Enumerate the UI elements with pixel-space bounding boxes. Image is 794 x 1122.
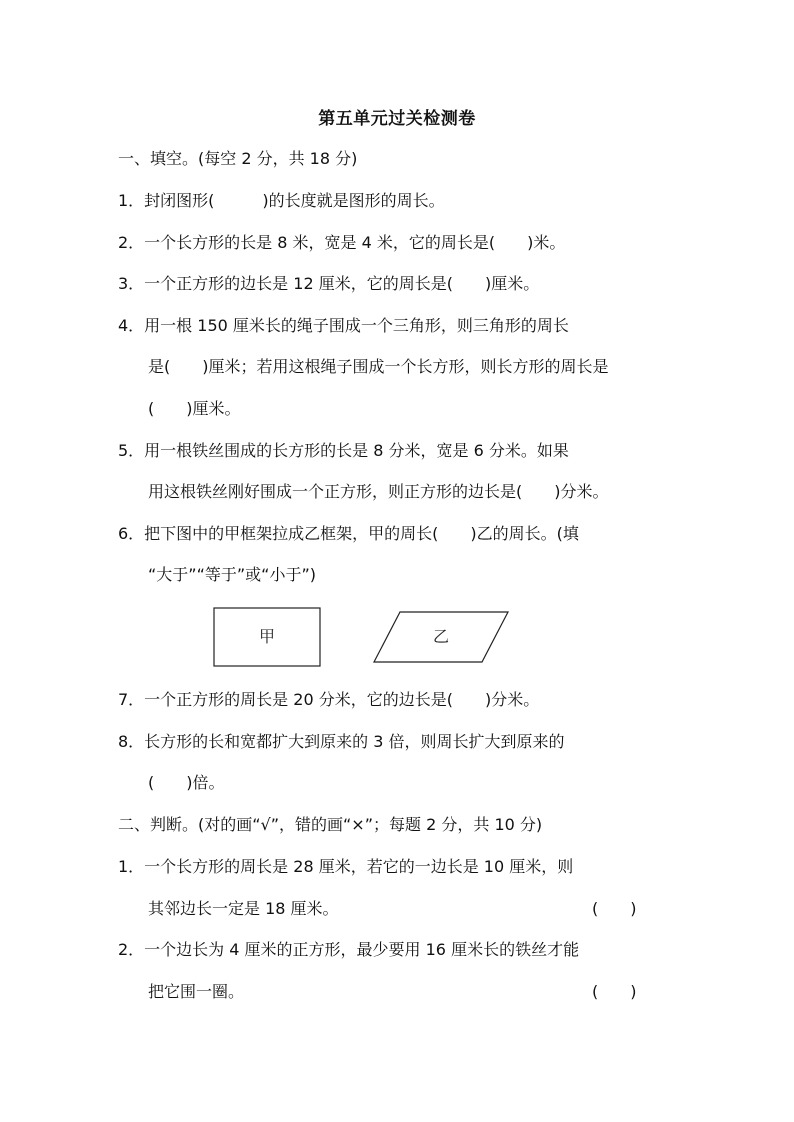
fill-question-8-line-2: ( )倍。 — [148, 773, 225, 792]
fill-question-7: 7．一个正方形的周长是 20 分米，它的边长是( )分米。 — [118, 690, 540, 709]
judge-question-2-line-2: 把它围一圈。 — [148, 982, 245, 1001]
judge-answer-blank-1: ( ) — [592, 899, 637, 918]
fill-question-8-line-1: 8．长方形的长和宽都扩大到原来的 3 倍，则周长扩大到原来的 — [118, 732, 565, 751]
fill-question-2: 2．一个长方形的长是 8 米，宽是 4 米，它的周长是( )米。 — [118, 233, 566, 252]
rectangle-label-a: 甲 — [258, 627, 276, 646]
section1-heading: 一、填空。(每空 2 分，共 18 分) — [118, 149, 358, 168]
fill-question-6-line-2: “大于”“等于”或“小于”) — [148, 565, 316, 584]
judge-question-1-line-1: 1．一个长方形的周长是 28 厘米，若它的一边长是 10 厘米，则 — [118, 857, 574, 876]
fill-question-1: 1．封闭图形( )的长度就是图形的周长。 — [118, 191, 445, 210]
section2-heading: 二、判断。(对的画“√”，错的画“×”；每题 2 分，共 10 分) — [118, 815, 543, 834]
judge-question-2-line-1: 2．一个边长为 4 厘米的正方形，最少要用 16 厘米长的铁丝才能 — [118, 940, 580, 959]
fill-question-4-line-1: 4．用一根 150 厘米长的绳子围成一个三角形，则三角形的周长 — [118, 316, 569, 335]
fill-question-6-line-1: 6．把下图中的甲框架拉成乙框架，甲的周长( )乙的周长。(填 — [118, 524, 579, 543]
page-title: 第五单元过关检测卷 — [318, 109, 476, 129]
parallelogram-label-b: 乙 — [432, 627, 450, 646]
fill-question-3: 3．一个正方形的边长是 12 厘米，它的周长是( )厘米。 — [118, 274, 540, 293]
fill-question-5-line-1: 5．用一根铁丝围成的长方形的长是 8 分米，宽是 6 分米。如果 — [118, 441, 569, 460]
frame-figure — [210, 604, 520, 670]
fill-question-4-line-2: 是( )厘米；若用这根绳子围成一个长方形，则长方形的周长是 — [148, 357, 609, 376]
fill-question-5-line-2: 用这根铁丝刚好围成一个正方形，则正方形的边长是( )分米。 — [148, 482, 609, 501]
judge-answer-blank-2: ( ) — [592, 982, 637, 1001]
fill-question-4-line-3: ( )厘米。 — [148, 399, 241, 418]
judge-question-1-line-2: 其邻边长一定是 18 厘米。 — [148, 899, 339, 918]
